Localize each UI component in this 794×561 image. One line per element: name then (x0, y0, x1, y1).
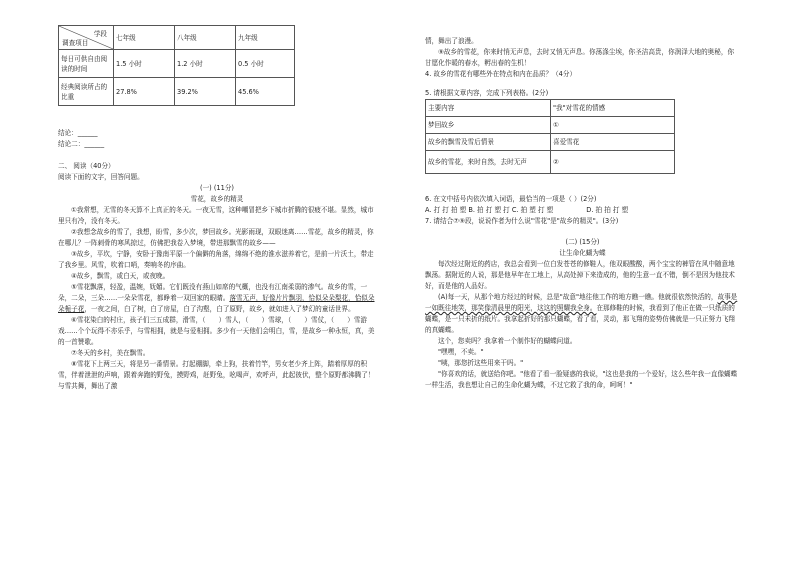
corner-top-label: 学段 (93, 30, 107, 38)
underlined-text: 落雪无声，好像片片飘羽，恰似朵朵梨花，恰似朵朵栀子花 (58, 294, 375, 313)
row-label: 经典阅读所占的比重 (59, 78, 114, 106)
paragraph (425, 292, 740, 336)
table-cell: 喜爱雪花 (551, 134, 675, 151)
paragraph: ④故乡，飘雪，或白天，或夜晚。 (71, 272, 170, 280)
survey-table (58, 25, 295, 106)
table-cell: 0.5 小时 (236, 50, 295, 78)
paragraph-text: 他就很依然快活的， (658, 293, 718, 301)
paragraph-text: 在那修鞋的时候，我看到了他正在做一只纸质的蝴蝶，是一只未折的纸片。我拿起折好的那只蝴蝶，看了看，灵动，那飞翔的姿势仿佛就是一只正努力飞翔的真蝴蝶。 (425, 304, 735, 334)
paragraph-text: ，一夜之间，白了树，白了房屋，白了沟壑，白了原野，故乡，就如进入了梦幻的童话世界。 (84, 305, 355, 313)
table-cell: 39.2% (175, 78, 236, 106)
table-cell: 45.6% (236, 78, 295, 106)
question-7: 7. 请结合⑦⑨段，说说作者为什么说"雪花"是"故乡的精灵"。(3分) (425, 217, 619, 225)
paragraph-text: (A)每一天，从那个地方经过的时候，总是"故意"地往他工作的地方瞧一瞧。 (438, 293, 659, 301)
table-cell: 梦回故乡 (426, 117, 551, 134)
paragraph: ⑨故乡的雪花，你来时悄无声息，去时又悄无声息。你荡涤尘埃，你圣洁高贵，你润泽大地的奥秘，你甘愿化作暖的春水，孵出春的生机！ (425, 48, 735, 67)
paragraph: ⑦冬天的乡村，美在飘雪。 (71, 349, 150, 357)
paragraph: 每次经过附近的药店，我总会看到一位白发苍苍的修鞋人，他双眼酸酸，两个宝宝的裤管在风中随意地飘荡。据附近的人说，那是他早年在工地上，从高处掉下来造成的，他的生意一直不错，倒不是因为他技术好，而是他的人品好。 (425, 260, 735, 290)
paragraph: ③故乡，平坎，宁静，安卧于豫南平原一个偏僻的角落，绵绵不绝的淮水滋养着它，是前一片沃土，带走了我乡里。风雪，吹着口哨，奏响冬的序曲。 (58, 250, 374, 269)
passage-tag: (一) (11分) (200, 184, 234, 192)
section-heading: 二、 阅读（40分） (58, 162, 115, 170)
underlined-text: 故事是一如既往地笑，那笑像清晨里的阳光，这这的照耀我全身。 (425, 293, 738, 312)
table-cell: ② (551, 151, 675, 174)
table-cell: 27.8% (114, 78, 175, 106)
passage-tag: (二) (15分) (565, 238, 600, 246)
grade-header: 八年级 (175, 26, 236, 50)
paragraph-text: ⑤雪花飘落，轻盈，温婉，妩媚。它们既没有燕山如席的气概，也没有江南柔弱的渗气。故乡的雪，一朵，二朵，三朵……一朵朵雪花，都睁着一双回家的眼睛。 (58, 283, 368, 302)
paragraph: ⑥雪花染白的村庄，孩子们三五成群，滑雪，（ ）雪人，（ ）雪球，（ ）雪仗，（ ）雪游戏……个个玩得不亦乐乎，与雪相拥，就是与爱相拥。多少有一天他们会明白，雪，是故乡一种永恒，真，美的一首赞歌。 (58, 316, 375, 346)
paragraph: ⑧雪花下上两三天，将是另一番情景。打起棚脚，牵上狗，扶着竹竿，男女老少齐上阵，踏着厚厚的积雪，伴着泄泄的声响，跟着奔跑的野兔，摸野鸡，赶野兔，吆喝声，欢呼声，此起彼伏，整个原野都沸腾了！与雪共舞，舞出了激 (58, 360, 375, 390)
dialogue: "你喜欢的话，就送给你吧。"他看了看一脸疑惑的我说，"这也是我的一个爱好，这么些年我一直像蝴蝶一样生活，我也想让自己的生命化蝴为蝶，不过它救了我的命，呵呵！" (425, 370, 738, 389)
table-cell: 故乡的雪花，来时自然，去时无声 (426, 151, 551, 174)
conclusion-2: 结论二：______ (58, 140, 105, 148)
paragraph: ①我常想，无雪的冬天算不上真正的冬天。一夜无雪，这种嘲冒把乡下城市折腾的很疲不堪。显然，城市里只有冷，没有冬天。 (58, 206, 374, 225)
paragraph: ②我想念故乡的雪了，我想，盼雪，多少次，梦回故乡。光影雨现，双眼迷离……雪花，故乡的精灵，你在哪儿？一阵刺骨的寒风掠过，仿佛把我卷入梦境，带进那飘雪的故乡—— (58, 228, 374, 247)
corner-bottom-label: 调查项目 (62, 39, 89, 47)
left-column (58, 128, 376, 392)
question-5: 5. 请根据文章内容，完成下列表格。(2分) (425, 89, 549, 97)
table-cell: 1.5 小时 (114, 50, 175, 78)
table-header: 主要内容 (426, 100, 551, 117)
table-cell: 故乡的飘雪及雪后情景 (426, 134, 551, 151)
instruction: 阅读下面的文字，回答问题。 (58, 173, 144, 181)
paragraph: 这个，您卖吗？我拿着一个制作好的蝴蝶问道。 (438, 337, 577, 345)
conclusion-1: 结论：______ (58, 129, 98, 137)
table-cell: ① (551, 117, 675, 134)
passage-title: 让生命化蝴为蝶 (559, 249, 606, 257)
right-column (425, 36, 740, 391)
table-cell: 1.2 小时 (175, 50, 236, 78)
emotion-table (425, 99, 675, 174)
passage-title: 雪花，故乡的精灵 (190, 195, 244, 203)
grade-header: 九年级 (236, 26, 295, 50)
row-label: 每日可供自由阅读的时间 (59, 50, 114, 78)
table-corner-header (59, 26, 114, 50)
grade-header: 七年级 (114, 26, 175, 50)
table-header: "我"对雪花的情感 (551, 100, 675, 117)
dialogue: "咦，那您折这些用来干吗。" (438, 359, 524, 367)
question-6: 6. 在文中括号内依次填入词语，最恰当的一项是（ ）(2分) (425, 195, 597, 203)
question-6-options: A. 打 打 拍 塑 B. 拍 打 塑 打 C. 拍 塑 打 塑 D. 拍 拍 打 塑 (425, 206, 629, 214)
question-4: 4. 故乡的雪花有哪些外在特点和内在品质？（4分） (425, 70, 577, 78)
paragraph (58, 282, 376, 315)
dialogue: "嘿嘿，不卖。" (438, 348, 484, 356)
paragraph-continuation: 情，舞出了浪漫。 (425, 37, 478, 45)
